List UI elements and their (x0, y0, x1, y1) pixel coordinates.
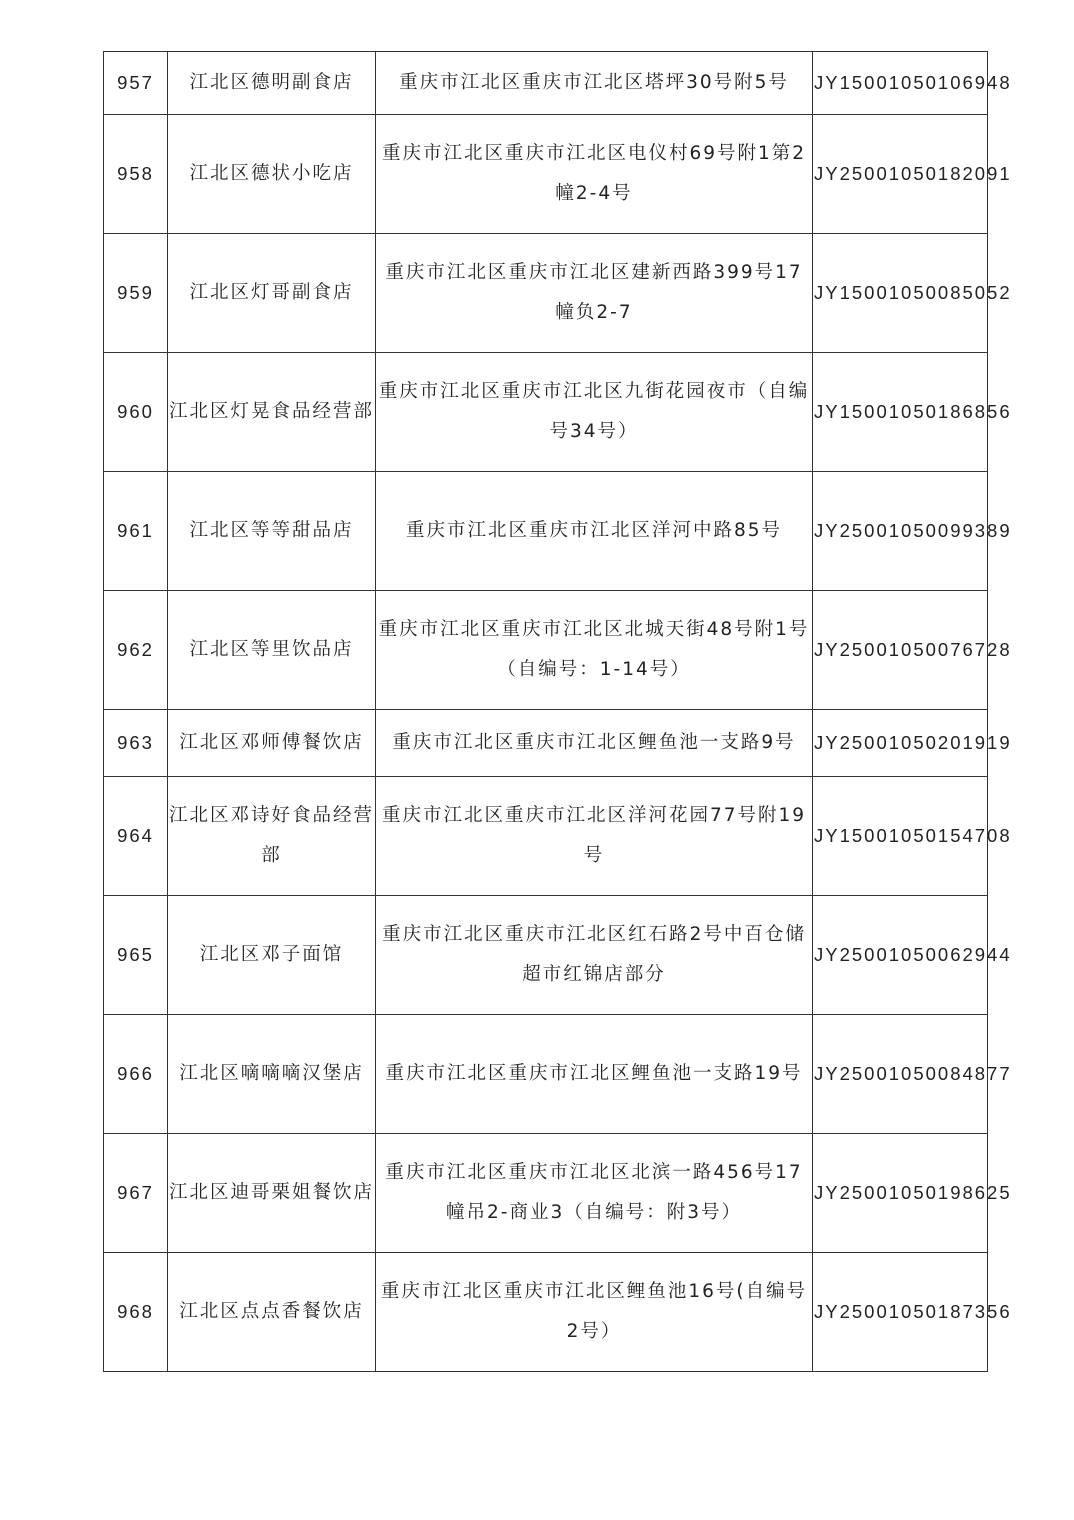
business-address: 重庆市江北区重庆市江北区北城天街48号附1号（自编号：1-14号） (376, 591, 813, 710)
table-row (104, 52, 988, 115)
table-row (104, 234, 988, 353)
row-number: 966 (104, 1015, 168, 1134)
business-name: 江北区等等甜品店 (168, 472, 376, 591)
row-number: 960 (104, 353, 168, 472)
business-address: 重庆市江北区重庆市江北区鲤鱼池一支路19号 (376, 1015, 813, 1134)
business-address: 重庆市江北区重庆市江北区塔坪30号附5号 (376, 52, 813, 115)
business-name: 江北区等里饮品店 (168, 591, 376, 710)
business-address: 重庆市江北区重庆市江北区北滨一路456号17幢吊2-商业3（自编号：附3号） (376, 1134, 813, 1253)
row-number: 968 (104, 1253, 168, 1372)
business-name: 江北区嘀嘀嘀汉堡店 (168, 1015, 376, 1134)
license-number: JY15001050186856 (813, 353, 988, 472)
license-number: JY25001050084877 (813, 1015, 988, 1134)
business-address: 重庆市江北区重庆市江北区建新西路399号17幢负2-7 (376, 234, 813, 353)
business-address: 重庆市江北区重庆市江北区鲤鱼池一支路9号 (376, 710, 813, 777)
business-name: 江北区点点香餐饮店 (168, 1253, 376, 1372)
business-name: 江北区邓师傅餐饮店 (168, 710, 376, 777)
business-name: 江北区邓诗好食品经营部 (168, 777, 376, 896)
license-number: JY25001050076728 (813, 591, 988, 710)
license-number: JY25001050062944 (813, 896, 988, 1015)
business-name: 江北区灯哥副食店 (168, 234, 376, 353)
license-number: JY15001050085052 (813, 234, 988, 353)
business-address: 重庆市江北区重庆市江北区电仪村69号附1第2幢2-4号 (376, 115, 813, 234)
business-name: 江北区迪哥栗姐餐饮店 (168, 1134, 376, 1253)
business-address: 重庆市江北区重庆市江北区洋河中路85号 (376, 472, 813, 591)
table-row (104, 591, 988, 710)
row-number: 964 (104, 777, 168, 896)
license-number: JY25001050187356 (813, 1253, 988, 1372)
table-row (104, 896, 988, 1015)
table-row (104, 1015, 988, 1134)
row-number: 963 (104, 710, 168, 777)
row-number: 961 (104, 472, 168, 591)
business-name: 江北区灯晃食品经营部 (168, 353, 376, 472)
license-registry-table (103, 51, 1012, 1372)
row-number: 965 (104, 896, 168, 1015)
table-row (104, 1253, 988, 1372)
business-name: 江北区德明副食店 (168, 52, 376, 115)
row-number: 962 (104, 591, 168, 710)
license-number: JY15001050106948 (813, 52, 988, 115)
business-address: 重庆市江北区重庆市江北区鲤鱼池16号(自编号2号） (376, 1253, 813, 1372)
business-address: 重庆市江北区重庆市江北区九街花园夜市（自编号34号） (376, 353, 813, 472)
license-number: JY25001050198625 (813, 1134, 988, 1253)
business-address: 重庆市江北区重庆市江北区洋河花园77号附19号 (376, 777, 813, 896)
table-row (104, 115, 988, 234)
row-number: 957 (104, 52, 168, 115)
business-name: 江北区邓子面馆 (168, 896, 376, 1015)
table-row (104, 710, 988, 777)
table-row (104, 353, 988, 472)
license-number: JY25001050099389 (813, 472, 988, 591)
table-row (104, 1134, 988, 1253)
table-row (104, 472, 988, 591)
business-address: 重庆市江北区重庆市江北区红石路2号中百仓储超市红锦店部分 (376, 896, 813, 1015)
row-number: 967 (104, 1134, 168, 1253)
license-number: JY25001050182091 (813, 115, 988, 234)
row-number: 959 (104, 234, 168, 353)
table-row (104, 777, 988, 896)
license-number: JY15001050154708 (813, 777, 988, 896)
license-number: JY25001050201919 (813, 710, 988, 777)
row-number: 958 (104, 115, 168, 234)
business-name: 江北区德状小吃店 (168, 115, 376, 234)
